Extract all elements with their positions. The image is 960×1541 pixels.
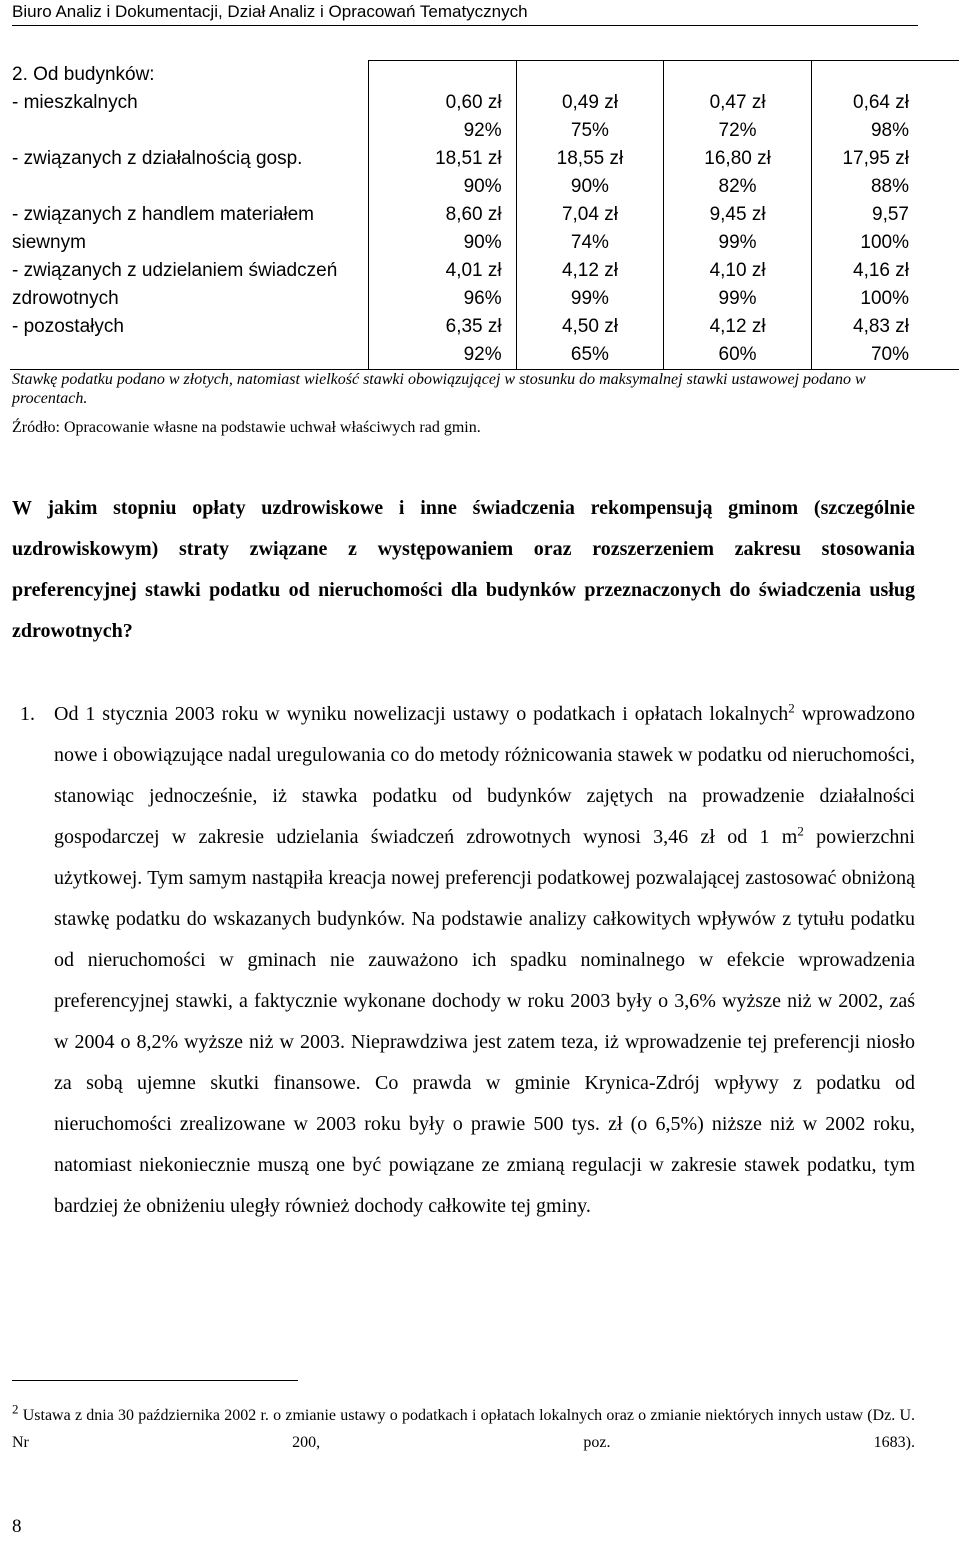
table-cell: 18,55 zł 90%	[516, 145, 664, 201]
table-row	[10, 89, 959, 145]
answer-paragraph	[20, 694, 915, 1227]
table-cell: 4,83 zł 70%	[811, 313, 959, 370]
table-cell: 7,04 zł 74%	[516, 201, 664, 257]
tax-rates-table	[10, 60, 959, 370]
table-cell: 16,80 zł 82%	[664, 145, 812, 201]
table-cell: 0,60 zł 92%	[369, 89, 517, 145]
question-heading: W jakim stopniu opłaty uzdrowiskowe i inne świadczenia rekompensują gminom (szczególnie uzdrowiskowym) straty związane z występowaniem oraz rozszerzeniem zakresu stosowania preferencyjnej stawki podatku od nieruchomości dla budynków przeznaczonych do świadczenia usług zdrowotnych?	[12, 497, 915, 642]
table-row	[10, 145, 959, 201]
section-title: 2. Od budynków:	[12, 63, 155, 85]
table-cell: 0,47 zł 72%	[664, 89, 812, 145]
table-cell: 4,01 zł 96%	[369, 257, 517, 313]
table-cell: 9,45 zł 99%	[664, 201, 812, 257]
page-number: 8	[12, 1516, 22, 1537]
footnote-separator	[12, 1380, 298, 1381]
table-cell: 9,57 100%	[811, 201, 959, 257]
table-row	[10, 257, 959, 313]
footnote-reference: 2	[788, 700, 795, 716]
table-cell: 8,60 zł 90%	[369, 201, 517, 257]
row-label: - związanych z działalnością gosp.	[12, 147, 303, 169]
footnote-mark: 2	[12, 1401, 19, 1417]
table-cell: 17,95 zł 88%	[811, 145, 959, 201]
table-cell: 4,12 zł 99%	[516, 257, 664, 313]
table-row	[10, 61, 959, 89]
table-cell: 4,50 zł 65%	[516, 313, 664, 370]
table-cell: 18,51 zł 90%	[369, 145, 517, 201]
table-cell: 0,64 zł 98%	[811, 89, 959, 145]
paragraph-number: 1.	[20, 703, 35, 725]
table-cell: 4,16 zł 100%	[811, 257, 959, 313]
row-label: - związanych z udzielaniem świadczeń zdrowotnych	[12, 259, 338, 309]
row-label: - związanych z handlem materiałem siewnym	[12, 203, 315, 253]
table-row	[10, 201, 959, 257]
table-cell: 4,12 zł 60%	[664, 313, 812, 370]
row-label: - mieszkalnych	[12, 91, 138, 113]
footnote: $^2$ Ustawa z dnia 30 października 2002 r. o zmianie ustawy o podatkach i opłatach lokalnych oraz o zmianie niektórych innych ustaw (Dz. U. Nr 200, poz. 1683).	[12, 1401, 915, 1451]
paragraph-body: Od 1 stycznia 2003 roku w wyniku nowelizacji ustawy o podatkach i opłatach lokalnych$^2$ wprowadzono nowe i obowiązujące nadal uregulowania co do metody różnicowania stawek w podatku od nieruchomości, stanowiąc jednocześnie, iż stawka podatku od budynków zajętych na prowadzenie działalności gospodarczej w zakresie udzielania świadczeń zdrowotnych wynosi 3,46 zł od 1 $m^2$ powierzchni użytkowej. Tym samym nastąpiła kreacja nowej preferencji podatkowej pozwalającej zastosować obniżoną stawkę podatku do wskazanych budynków. Na podstawie analizy całkowitych wpływów z tytułu podatku od nieruchomości w gminach nie zauważono ich spadku nominalnego w efekcie wprowadzenia preferencyjnej stawki, a faktycznie wykonane dochody w roku 2003 były o 3,6% wyższe niż w 2002, zaś w 2004 o 8,2% wyższe niż w 2003. Nieprawdziwa jest zatem teza, iż wprowadzenie tej preferencji niosło za sobą ujemne skutki finansowe. Co prawda w gminie Krynica-Zdrój wpływy z podatku od nieruchomości zrealizowane w 2003 roku były o prawie 500 tys. zł (o 6,5%) niższe niż w 2002 roku, natomiast niekoniecznie muszą one być powiązane ze zmianą regulacji w zakresie stawek podatku, tym bardziej że obniżeniu uległy również dochody całkowite tej gminy.	[54, 700, 915, 1217]
area-superscript: 2	[797, 823, 804, 839]
row-label: - pozostałych	[10, 313, 369, 370]
page-header: Biuro Analiz i Dokumentacji, Dział Analiz i Opracowań Tematycznych	[12, 2, 918, 26]
table-row	[10, 313, 959, 370]
table-cell: 4,10 zł 99%	[664, 257, 812, 313]
table-cell: 6,35 zł 92%	[369, 313, 517, 370]
table-source: Źródło: Opracowanie własne na podstawie uchwał właściwych rad gmin.	[12, 419, 481, 436]
table-note: Stawkę podatku podano w złotych, natomiast wielkość stawki obowiązującej w stosunku do maksymalnej stawki ustawowej podano w procentach.	[12, 371, 866, 407]
table-cell: 0,49 zł 75%	[516, 89, 664, 145]
